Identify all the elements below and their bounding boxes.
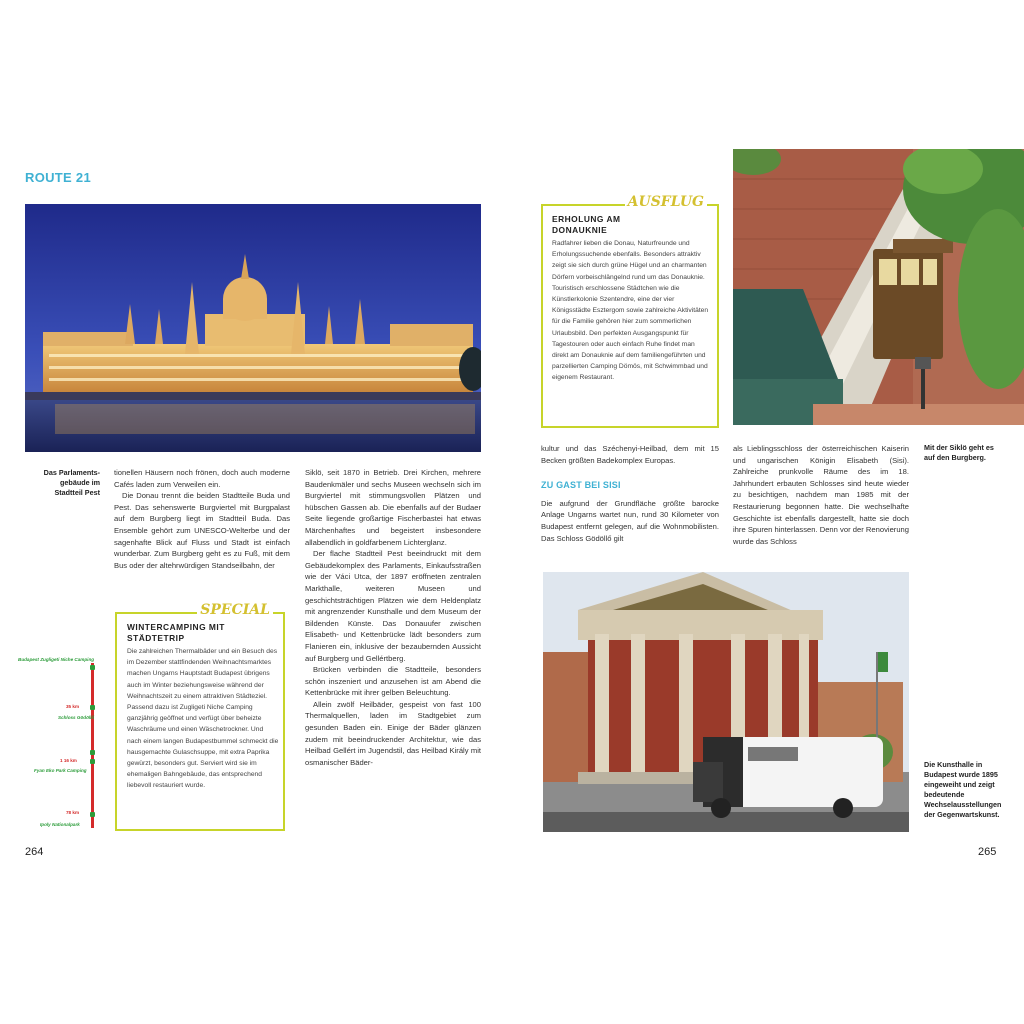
right-column-1 xyxy=(541,443,719,544)
map-km-3: 78 km xyxy=(66,810,80,815)
route-label: ROUTE 21 xyxy=(25,170,91,185)
kunsthalle-image xyxy=(543,572,909,832)
map-km-2: 1 16 km xyxy=(60,758,77,763)
right-column-2 xyxy=(733,443,909,547)
page-number-left: 264 xyxy=(25,846,44,858)
route-map xyxy=(18,655,103,835)
kunsthalle-photo xyxy=(543,572,909,832)
ausflug-text: Radfahrer lieben die Donau, Naturfreunde und Erholungssuchende ebenfalls. Besonders attraktiv zeigt sie sich durch grüne Hügel und an charmanten Dörfern vorbeischlängelnd rund um das Donauknie. Touristisch erschlossene Städtchen wie die Künstlerkolonie Szentendre, eine der vier Königsstädte Esztergom sowie zahlreiche Aktivitäten für die Familie gehören hier zum sommerlichen Urlaubsbild. Den perfekten Ausgangspunkt für Tagestouren oder auch einfach Ruhe findet man direkt am Donauknie auf dem familiengeführten und parzellierten Camping Dömös, mit Schwimmbad und eigenem Restaurant. xyxy=(552,240,709,382)
left-col1-para-1: tionellen Häusern noch frönen, doch auch moderne Cafés laden zum Verweilen ein. xyxy=(114,468,290,489)
map-stop-2 xyxy=(90,705,95,710)
ausflug-title: ERHOLUNG AM DONAUKNIE xyxy=(552,214,621,235)
ausflug-tag: AUSFLUG xyxy=(625,194,707,210)
ausflug-box xyxy=(541,194,719,428)
map-label-2: Schloss Gödöllő xyxy=(58,715,95,720)
left-col2-para-1: Siklö, seit 1870 in Betrieb. Drei Kirchen, mehrere Baudenkmäler und sechs Museen wechseln sich im Burgviertel mit stimmungsvollen Plätzen und hübschen Gassen ab. Die ebenfalls auf der Budaer Seite liegende großartige Fischerbastei hat etwas Märchenhaftes und begeistert insbesondere allabendlich in goldfarbenem Lichterglanz. xyxy=(305,468,481,547)
funicular-caption: Mit der Siklö geht es auf den Burgberg. xyxy=(924,443,994,462)
special-box xyxy=(115,602,285,831)
map-km-1: 35 km xyxy=(66,704,80,709)
left-col1-para-2: Die Donau trennt die beiden Stadtteile Buda und Pest. Das sehenswerte Burgviertel mit Burgpalast auf dem Burgberg liegt im Stadtteil Buda. Das Ensemble gehört zum UNESCO-Welterbe und der sagenhafte Blick auf Fluss und Stadt ist einfach wunderbar. Zum Burgberg geht es zu Fuß, mit dem Bus oder der altehrwürdigen Standseilbahn, der xyxy=(114,491,290,570)
left-col2-para-4: Allein zwölf Heilbäder, gespeist von fast 100 Thermalquellen, laden im Stadtgebiet zum gesunden Baden ein. Einige der Bäder glänzen zudem mit beeindruckender Architektur, wie das Heilbad Gellért im Jugendstil, das Heilbad Király mit osmanischer Bäder- xyxy=(305,699,481,767)
map-stop-4 xyxy=(90,759,95,764)
map-label-3: Fyan Eko Park Camping xyxy=(34,768,87,773)
parliament-photo xyxy=(25,204,481,452)
right-col1-para-1: kultur und das Széchenyi-Heilbad, dem mit 15 Becken größten Badekomplex Europas. xyxy=(541,444,719,465)
right-col1-para-2: Die aufgrund der Grundfläche größte barocke Anlage Ungarns wartet nun, rund 30 Kilometer von Budapest entfernt gelegen, auf die Wohnmobilisten. Das Schloss Gödöllő gilt xyxy=(541,498,719,543)
special-text: Die zahlreichen Thermalbäder und ein Besuch des im Dezember stattfindenden Weihnachtsmarktes machen Ungarns Hauptstadt Budapest übrigens auch im Winter beziehungsweise während der Weihnachtszeit zu einem attraktiven Städteziel. Passend dazu ist Zugligeti Niche Camping ganzjährig geöffnet und verfügt über beheizte Waschräume und einen Wäschetrockner. Und nach einem langen Budapestbummel schmeckt die hausgemachte Gulaschsuppe, mit extra Paprika gewürzt, besonders gut. Serviert wird sie im ehemaligen Bahngebäude, das entsprechend liebevoll restauriert wurde. xyxy=(127,648,279,790)
left-column-1 xyxy=(114,467,290,571)
map-label-1: Budapest Zugligeti Niche Camping xyxy=(18,657,95,662)
kunsthalle-caption: Die Kunsthalle in Budapest wurde 1895 eingeweiht und zeigt bedeutende Wechselausstellungen der Gegenwartskunst. xyxy=(924,760,1002,819)
page-number-right: 265 xyxy=(978,846,997,858)
map-label-4: Ipoly Nationalpark xyxy=(40,822,80,827)
map-stop-1 xyxy=(90,665,95,670)
left-col2-para-3: Brücken verbinden die Stadtteile, besonders schön inszeniert und anzusehen ist am Abend die Kettenbrücke mit ihrer gelben Beleuchtung. xyxy=(305,665,481,698)
parliament-night-image xyxy=(25,204,481,452)
special-tag: SPECIAL xyxy=(197,602,273,618)
left-column-2 xyxy=(305,467,481,768)
sisi-heading: ZU GAST BEI SISI xyxy=(541,480,621,491)
right-col2-para-1: als Lieblingsschloss der österreichischen Kaiserin und ungarischen Königin Elisabeth (Sisi). Zahlreiche prunkvolle Räume des im 18. Jahrhundert erbauten Schlosses sind heute wieder zu besichtigen, nachdem man 1985 mit der Restaurierung begonnen hatte. Die wechselhafte Geschichte ist ebenfalls dargestellt, hatte sie doch ihre Spuren hinterlassen. Denn vor der Renovierung wurde das Schloss xyxy=(733,444,909,546)
map-stop-5 xyxy=(90,812,95,817)
route-map-line xyxy=(91,663,94,828)
map-stop-3 xyxy=(90,750,95,755)
special-title: WINTERCAMPING MIT STÄDTETRIP xyxy=(127,622,225,643)
funicular-image xyxy=(733,149,1024,425)
funicular-photo xyxy=(733,149,1024,425)
parliament-caption: Das Parlaments-gebäude im Stadtteil Pest xyxy=(43,468,100,497)
left-col2-para-2: Der flache Stadtteil Pest beeindruckt mit dem Gebäudekomplex des Parlaments, Einkaufsstraßen wie der Váci Utca, der 1897 eröffneten zentralen Markthalle, weiteren Museen und geschichtsträchtigen Plätzen wie dem Heldenplatz mit angrenzender Kunsthalle und dem Museum der Bildenden Künste. Das Donauufer zwischen Elisabeth- und Kettenbrücke lädt besonders zum Flanieren ein, inklusive der bezaubernden Aussicht auf Burgberg und Gellértberg. xyxy=(305,549,481,663)
